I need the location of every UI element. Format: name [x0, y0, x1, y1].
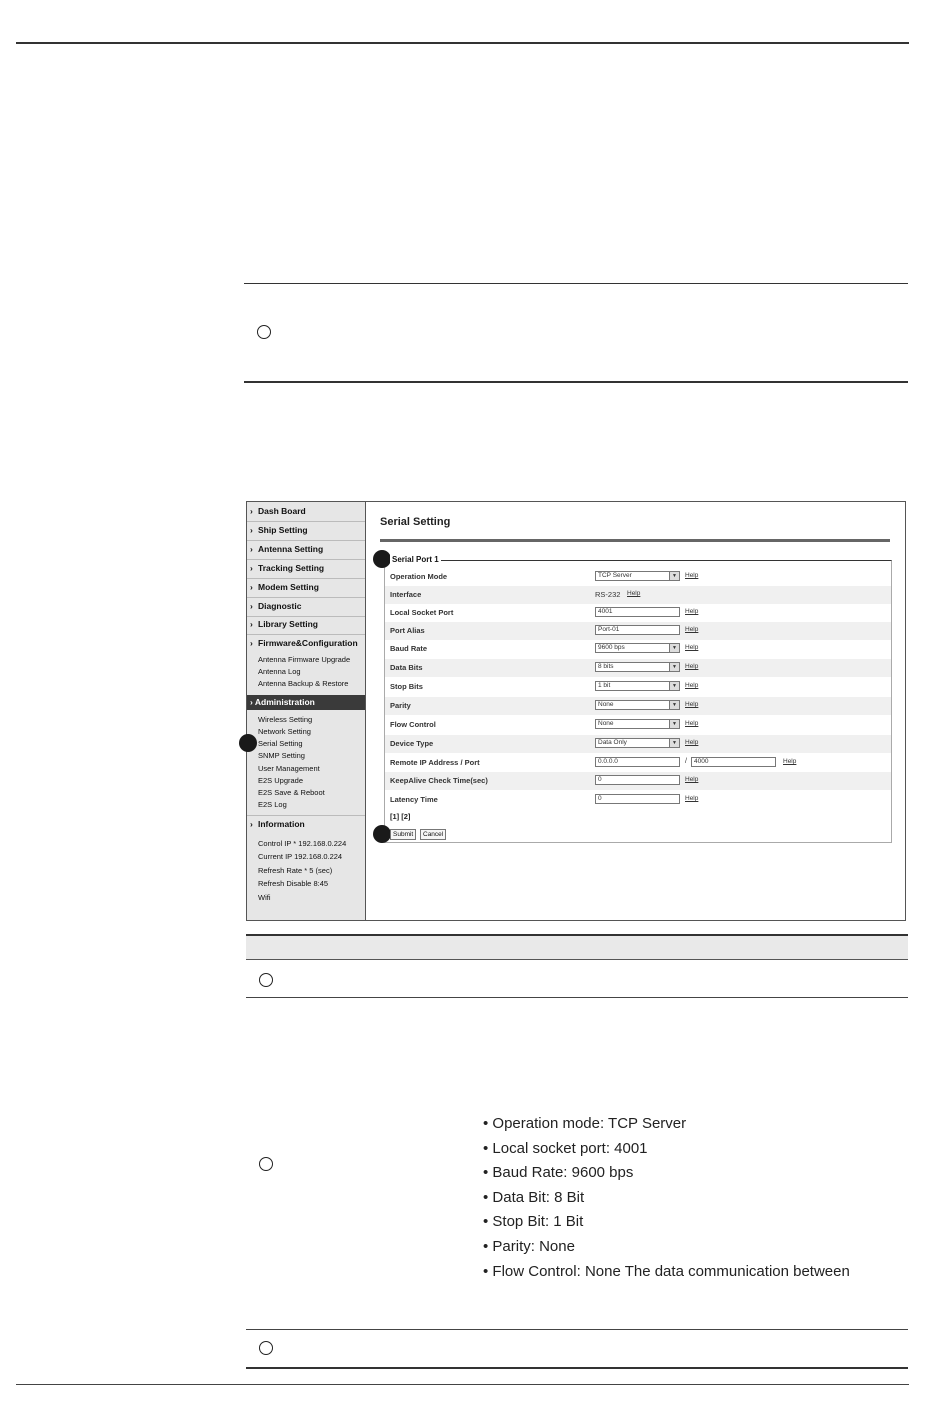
nav-dash-board[interactable]: › Dash Board	[250, 506, 306, 516]
page-footer-rule	[16, 1384, 909, 1385]
table-bottom-rule	[246, 1367, 908, 1369]
sub-serial-setting[interactable]: Serial Setting	[258, 739, 303, 748]
list-item: • Flow Control: None The data communication between	[483, 1262, 850, 1280]
table-header-bar	[246, 934, 908, 960]
nav-antenna-setting[interactable]: › Antenna Setting	[250, 544, 324, 554]
sub-e2s-log[interactable]: E2S Log	[258, 800, 287, 809]
row-label: Latency Time	[390, 795, 438, 804]
help-link[interactable]: Help	[685, 663, 699, 670]
nav-label: Administration	[254, 697, 315, 707]
help-link[interactable]: Help	[685, 739, 699, 746]
sub-snmp-setting[interactable]: SNMP Setting	[258, 751, 305, 760]
top-rule	[16, 42, 909, 44]
nav-label: Modem Setting	[258, 582, 319, 592]
sidebar-divider	[247, 634, 365, 635]
local-socket-port-input[interactable]: 4001	[595, 607, 680, 617]
info-wifi: Wifi	[258, 893, 271, 902]
info-current-ip: Current IP 192.168.0.224	[258, 852, 343, 861]
nav-label: Library Setting	[258, 619, 318, 629]
chevron-down-icon: ▼	[669, 644, 679, 652]
callout-marker	[257, 325, 271, 339]
help-link[interactable]: Help	[685, 608, 699, 615]
row-label: Parity	[390, 701, 411, 710]
sub-e2s-save-reboot[interactable]: E2S Save & Reboot	[258, 788, 325, 797]
ip-port-separator: /	[685, 758, 687, 765]
row-label: Data Bits	[390, 663, 423, 672]
select-value: None	[598, 720, 614, 727]
stop-bits-select[interactable]	[595, 681, 680, 691]
title-underline	[380, 539, 890, 542]
nav-label: Tracking Setting	[258, 563, 325, 573]
default-settings-list	[483, 1114, 850, 1286]
list-item: • Baud Rate: 9600 bps	[483, 1164, 634, 1182]
device-type-select[interactable]	[595, 738, 680, 748]
row-device-type	[385, 735, 891, 753]
submit-button[interactable]: Submit	[390, 829, 416, 840]
select-value: Data Only	[598, 739, 627, 746]
chevron-down-icon: ▼	[669, 663, 679, 671]
sidebar-divider	[247, 597, 365, 598]
sidebar-divider	[247, 616, 365, 617]
row-label: Device Type	[390, 739, 434, 748]
select-value: 9600 bps	[598, 644, 625, 651]
row-stop-bits	[385, 678, 891, 696]
row-keepalive	[385, 772, 891, 790]
nav-library-setting[interactable]: › Library Setting	[250, 619, 318, 629]
keepalive-input[interactable]: 0	[595, 775, 680, 785]
nav-diagnostic[interactable]: › Diagnostic	[250, 601, 302, 611]
help-link[interactable]: Help	[685, 644, 699, 651]
fieldset-legend: Serial Port 1	[392, 555, 439, 564]
callout-marker-sidebar	[239, 734, 257, 752]
row-remote-ip	[385, 754, 891, 772]
nav-administration[interactable]: › Administration	[247, 695, 365, 710]
row-label: Port Alias	[390, 626, 425, 635]
select-value: TCP Server	[598, 572, 632, 579]
sub-network-setting[interactable]: Network Setting	[258, 727, 311, 736]
sub-antenna-log[interactable]: Antenna Log	[258, 667, 301, 676]
list-item: • Parity: None	[483, 1237, 575, 1255]
box-bottom-rule	[244, 381, 908, 383]
row-label: Operation Mode	[390, 572, 448, 581]
info-control-ip: Control IP * 192.168.0.224	[258, 839, 347, 848]
remote-port-input[interactable]: 4000	[691, 757, 776, 767]
port-alias-input[interactable]: Port-01	[595, 625, 680, 635]
list-item: • Local socket port: 4001	[483, 1139, 648, 1157]
callout-marker	[259, 1341, 273, 1355]
page-title: Serial Setting	[380, 516, 451, 528]
sub-user-management[interactable]: User Management	[258, 764, 320, 773]
help-link[interactable]: Help	[685, 682, 699, 689]
nav-label: Ship Setting	[258, 525, 308, 535]
callout-marker-legend	[373, 550, 391, 568]
chevron-down-icon: ▼	[669, 682, 679, 690]
row-flow-control	[385, 716, 891, 734]
sub-e2s-upgrade[interactable]: E2S Upgrade	[258, 776, 304, 785]
chevron-down-icon: ▼	[669, 739, 679, 747]
row-label: Remote IP Address / Port	[390, 758, 480, 767]
sidebar	[247, 502, 366, 920]
row-parity	[385, 697, 891, 715]
sidebar-divider	[247, 578, 365, 579]
row-label: Flow Control	[390, 720, 436, 729]
nav-label: Firmware&Configuration	[258, 638, 358, 648]
help-link[interactable]: Help	[685, 776, 699, 783]
cancel-button[interactable]: Cancel	[420, 829, 446, 840]
sub-antenna-firmware-upgrade[interactable]: Antenna Firmware Upgrade	[258, 655, 351, 664]
row-local-socket-port	[385, 604, 891, 622]
help-link[interactable]: Help	[685, 701, 699, 708]
nav-information[interactable]: › Information	[250, 819, 305, 829]
nav-label: Information	[258, 819, 305, 829]
row-label: Interface	[390, 590, 422, 599]
callout-marker	[259, 1157, 273, 1171]
sidebar-divider	[247, 559, 365, 560]
sidebar-divider	[247, 815, 365, 816]
row-label: KeepAlive Check Time(sec)	[390, 776, 488, 785]
list-item: • Stop Bit: 1 Bit	[483, 1213, 584, 1231]
select-value: 8 bits	[598, 663, 614, 670]
web-ui-screenshot	[246, 501, 906, 921]
row-latency-time	[385, 791, 891, 809]
data-bits-select[interactable]	[595, 662, 680, 672]
nav-label: Dash Board	[258, 506, 306, 516]
nav-tracking-setting[interactable]: › Tracking Setting	[250, 563, 325, 573]
row-label: Local Socket Port	[390, 608, 454, 617]
help-link[interactable]: Help	[783, 758, 797, 765]
help-link[interactable]: Help	[685, 572, 699, 579]
sidebar-divider	[247, 540, 365, 541]
callout-marker	[259, 973, 273, 987]
chevron-down-icon: ▼	[669, 572, 679, 580]
port-pagination[interactable]: [1] [2]	[390, 812, 411, 821]
box-top-rule	[244, 283, 908, 284]
interface-value: RS-232	[595, 590, 621, 599]
nav-modem-setting[interactable]: › Modem Setting	[250, 582, 319, 592]
info-refresh-rate: Refresh Rate * 5 (sec)	[258, 866, 333, 875]
nav-ship-setting[interactable]: › Ship Setting	[250, 525, 308, 535]
select-value: None	[598, 701, 614, 708]
help-link[interactable]: Help	[685, 720, 699, 727]
parity-select[interactable]	[595, 700, 680, 710]
help-link[interactable]: Help	[685, 795, 699, 802]
row-operation-mode	[385, 568, 891, 586]
list-item: • Operation mode: TCP Server	[483, 1115, 687, 1132]
flow-control-select[interactable]	[595, 719, 680, 729]
nav-label: Diagnostic	[258, 601, 302, 611]
help-link[interactable]: Help	[685, 626, 699, 633]
row-interface	[385, 586, 891, 604]
table-rule	[246, 997, 908, 998]
list-item: • Data Bit: 8 Bit	[483, 1188, 585, 1206]
remote-ip-input[interactable]: 0.0.0.0	[595, 757, 680, 767]
row-label: Stop Bits	[390, 682, 423, 691]
sidebar-divider	[247, 521, 365, 522]
nav-label: Antenna Setting	[258, 544, 324, 554]
sub-antenna-backup-restore[interactable]: Antenna Backup & Restore	[258, 679, 349, 688]
select-value: 1 bit	[598, 682, 611, 689]
chevron-down-icon: ▼	[669, 720, 679, 728]
row-baud-rate	[385, 640, 891, 658]
info-refresh-disable: Refresh Disable 8:45	[258, 879, 329, 888]
table-rule	[246, 1329, 908, 1330]
row-port-alias	[385, 622, 891, 640]
sub-wireless-setting[interactable]: Wireless Setting	[258, 715, 313, 724]
nav-firmware-configuration[interactable]: › Firmware&Configuration	[250, 638, 358, 648]
help-link[interactable]: Help	[627, 590, 641, 597]
latency-time-input[interactable]: 0	[595, 794, 680, 804]
chevron-down-icon: ▼	[669, 701, 679, 709]
row-data-bits	[385, 659, 891, 677]
operation-mode-select[interactable]	[595, 571, 680, 581]
baud-rate-select[interactable]	[595, 643, 680, 653]
callout-marker-buttons	[373, 825, 391, 843]
row-label: Baud Rate	[390, 644, 428, 653]
